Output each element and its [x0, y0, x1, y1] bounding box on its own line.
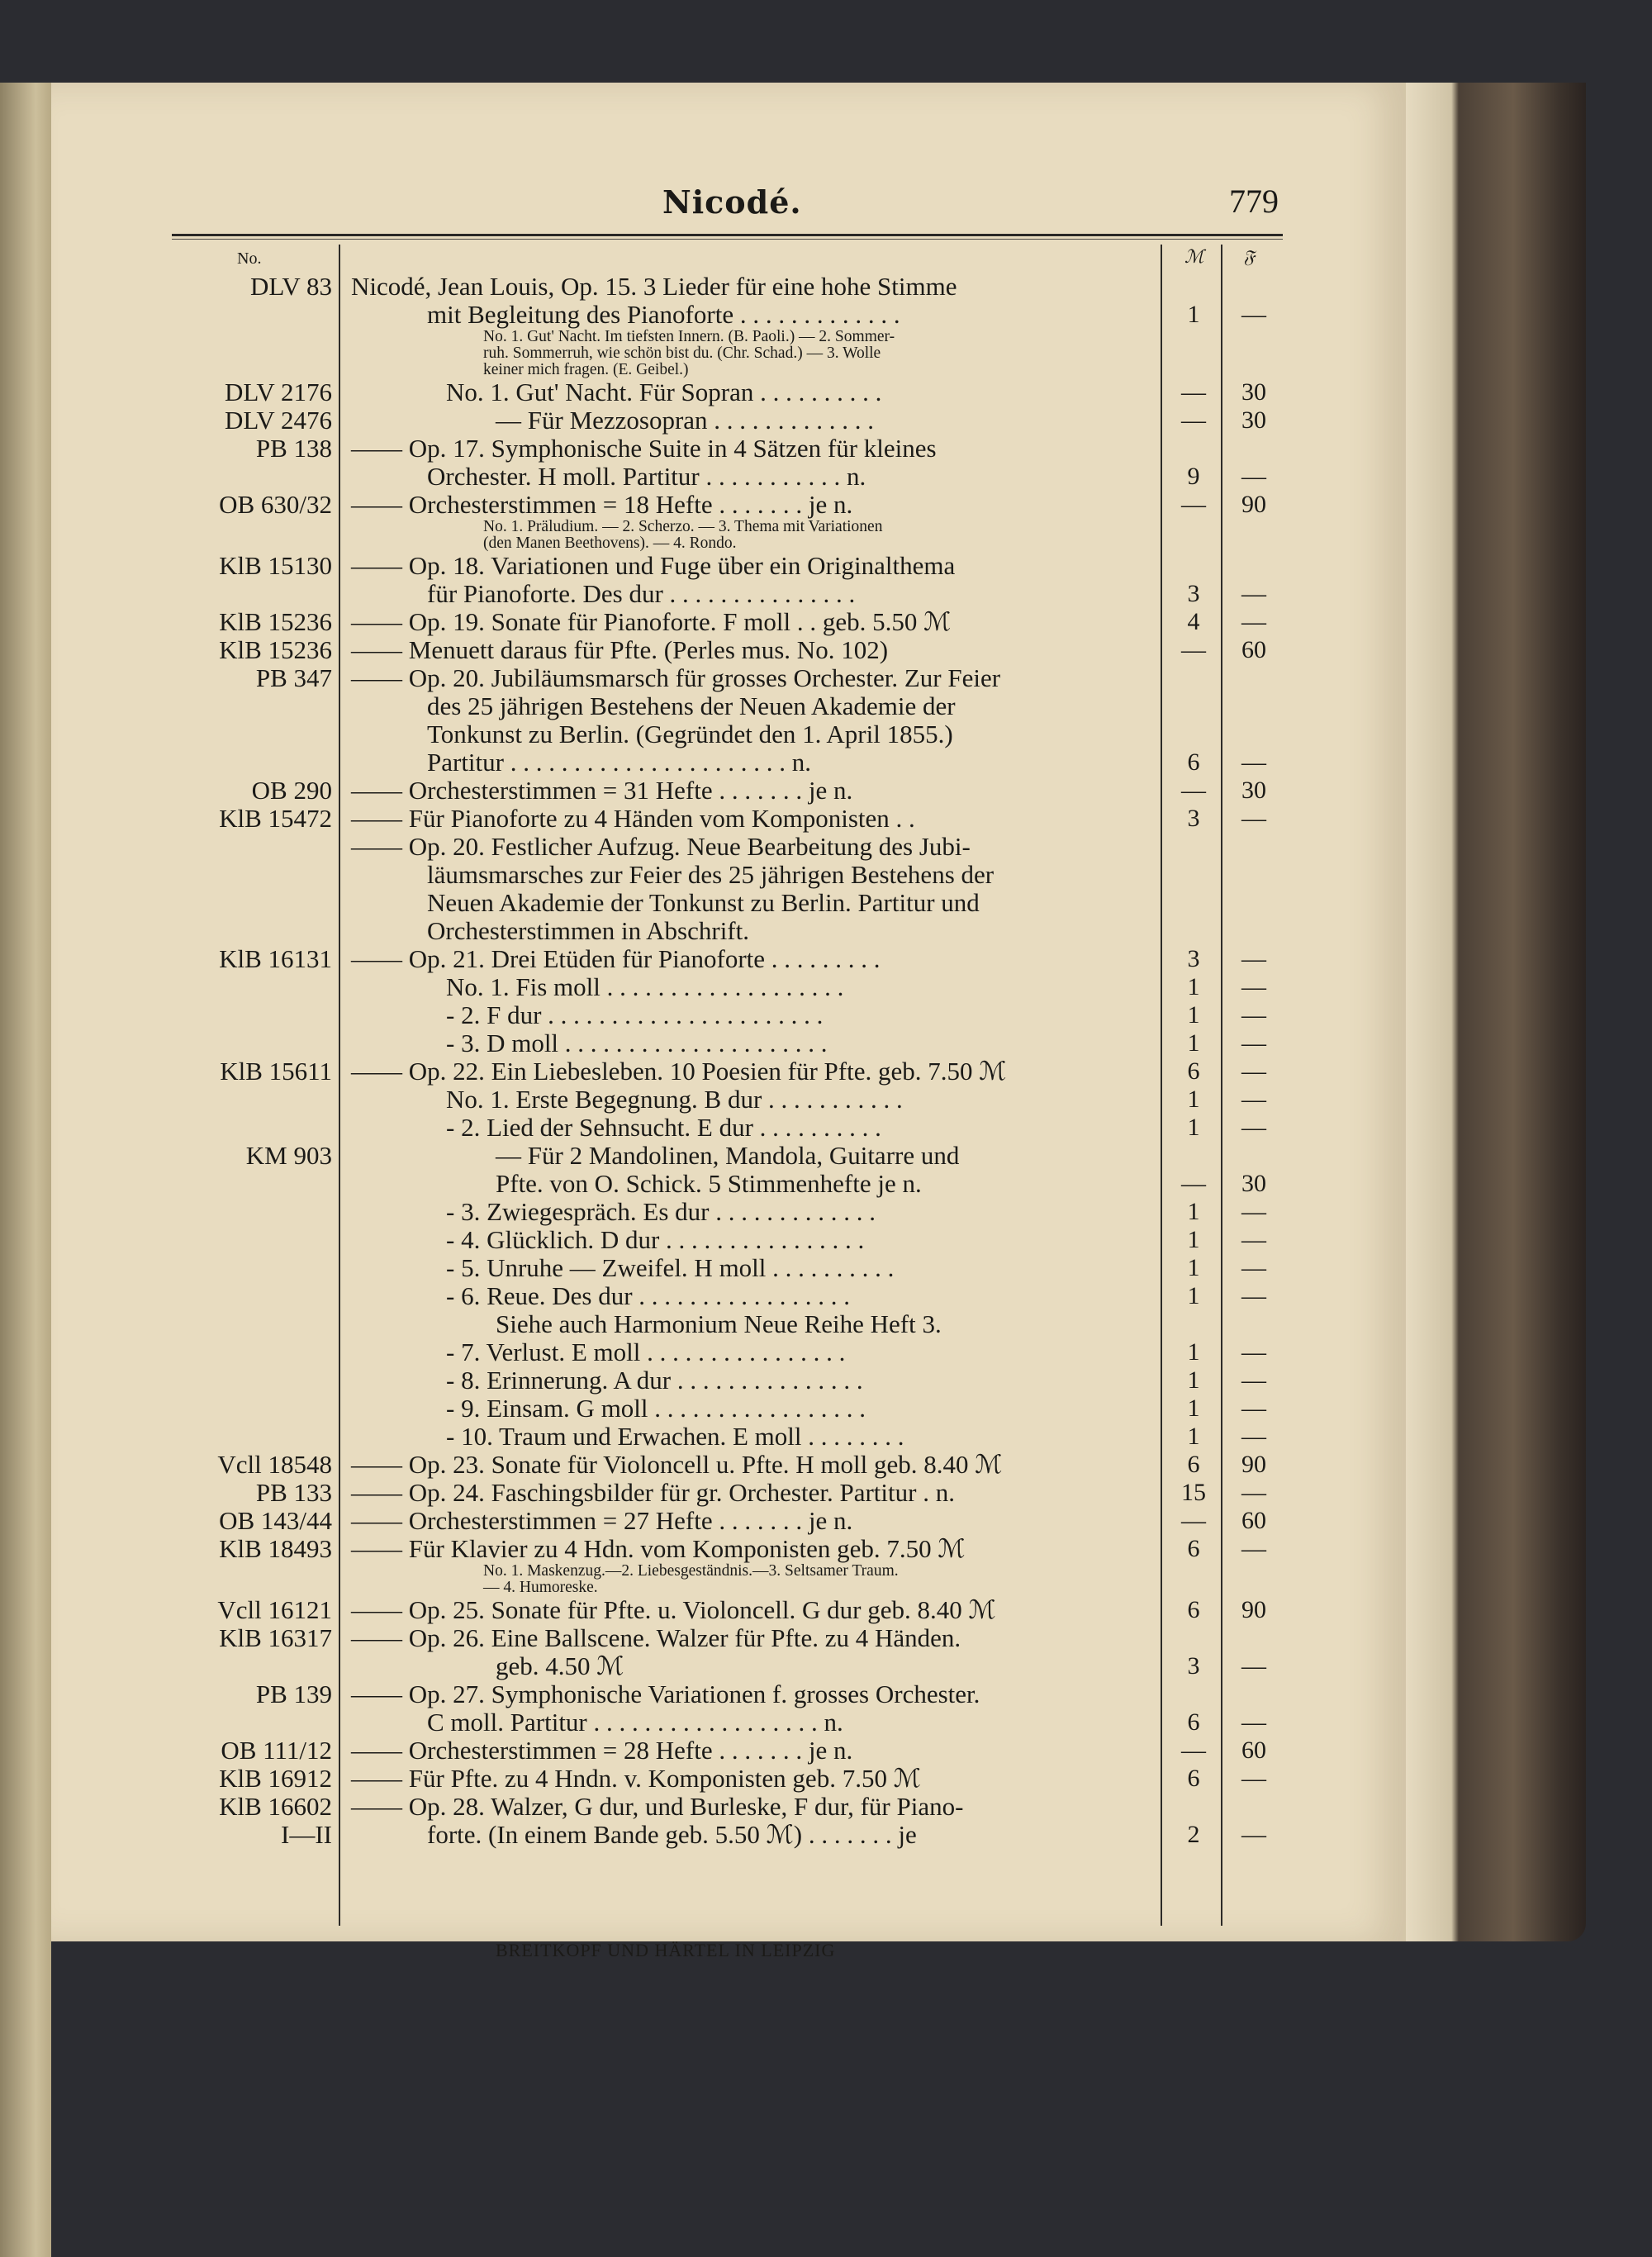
entry-text: geb. 4.50 ℳ	[496, 1651, 624, 1680]
entry-text: Nicodé, Jean Louis, Op. 15. 3 Lieder für eine hohe Stimme	[351, 272, 957, 301]
entry-text: —— Für Klavier zu 4 Hdn. vom Komponisten geb. 7.50 ℳ	[351, 1534, 966, 1563]
catalog-number: OB 290	[251, 776, 332, 805]
catalog-number: KlB 15236	[219, 607, 332, 636]
catalog-number: Vcll 16121	[217, 1595, 332, 1624]
price-mark: —	[1181, 1737, 1206, 1764]
entry-text: mit Begleitung des Pianoforte . . . . . . . . . . . . .	[427, 300, 900, 329]
price-mark: 4	[1187, 608, 1200, 635]
entry-text: - 2. Lied der Sehnsucht. E dur . . . . . . . . . .	[446, 1113, 881, 1142]
price-pfennig: 30	[1241, 1170, 1266, 1197]
entry-text: —— Für Pfte. zu 4 Hndn. v. Komponisten geb. 7.50 ℳ	[351, 1764, 921, 1793]
entry-text: —— Op. 17. Symphonische Suite in 4 Sätzen für kleines	[351, 434, 937, 463]
entry-text: - 2. F dur . . . . . . . . . . . . . . . . . . . . . .	[446, 1000, 824, 1029]
entry-text: —— Op. 20. Jubiläumsmarsch für grosses Orchester. Zur Feier	[351, 663, 1001, 692]
price-pfennig: —	[1241, 1057, 1266, 1085]
price-pfennig: —	[1241, 580, 1266, 607]
page-header-title: Nicodé.	[662, 183, 802, 221]
price-pfennig: 30	[1241, 406, 1266, 434]
entry-text: - 4. Glücklich. D dur . . . . . . . . . . . . . . . .	[446, 1225, 865, 1254]
price-mark: 6	[1187, 1765, 1200, 1792]
price-mark: 3	[1187, 945, 1200, 972]
publisher-footer: BREITKOPF UND HÄRTEL IN LEIPZIG	[496, 1940, 836, 1960]
price-mark: 6	[1187, 1596, 1200, 1623]
catalog-number: DLV 2476	[224, 406, 332, 435]
price-mark: 1	[1187, 1226, 1200, 1253]
price-mark: 3	[1187, 805, 1200, 832]
entry-text: - 3. Zwiegespräch. Es dur . . . . . . . . . . . . .	[446, 1197, 876, 1226]
entry-text: No. 1. Präludium. — 2. Scherzo. — 3. Thema mit Variationen	[483, 518, 883, 535]
catalog-number: DLV 83	[249, 272, 332, 301]
price-mark: 2	[1187, 1821, 1200, 1848]
price-mark: —	[1181, 1507, 1206, 1534]
price-pfennig: 90	[1241, 1596, 1266, 1623]
entry-text: - 10. Traum und Erwachen. E moll . . . . . . . .	[446, 1422, 904, 1451]
entry-text: —— Op. 22. Ein Liebesleben. 10 Poesien für Pfte. geb. 7.50 ℳ	[351, 1057, 1007, 1086]
catalog-number: PB 133	[255, 1478, 332, 1507]
entry-text: forte. (In einem Bande geb. 5.50 ℳ) . . . . . . . je	[427, 1820, 917, 1849]
entry-text: Partitur . . . . . . . . . . . . . . . . . . . . . . n.	[427, 748, 811, 777]
price-mark: 1	[1187, 1366, 1200, 1394]
pfennig-column-divider	[1221, 245, 1222, 1926]
entry-text: —— Op. 24. Faschingsbilder für gr. Orchester. Partitur . n.	[351, 1478, 955, 1507]
price-pfennig: —	[1241, 1535, 1266, 1562]
price-pfennig: —	[1241, 1114, 1266, 1141]
entry-text: —— Orchesterstimmen = 27 Hefte . . . . . . . je n.	[351, 1506, 853, 1535]
price-pfennig: —	[1241, 1086, 1266, 1113]
entry-text: No. 1. Fis moll . . . . . . . . . . . . . . . . . . .	[446, 972, 844, 1001]
price-pfennig: 60	[1241, 1737, 1266, 1764]
entry-text: — Für 2 Mandolinen, Mandola, Guitarre und	[496, 1141, 960, 1170]
price-pfennig: —	[1241, 805, 1266, 832]
catalog-number: KlB 18493	[219, 1534, 332, 1563]
entry-text: Neuen Akademie der Tonkunst zu Berlin. Partitur und	[427, 888, 980, 917]
entry-text: - 6. Reue. Des dur . . . . . . . . . . . . . . . . .	[446, 1281, 851, 1310]
price-mark: 1	[1187, 1086, 1200, 1113]
catalog-number: PB 347	[255, 663, 332, 692]
price-mark: 6	[1187, 748, 1200, 776]
entry-text: Orchester. H moll. Partitur . . . . . . . . . . . n.	[427, 462, 866, 491]
price-pfennig: —	[1241, 1708, 1266, 1736]
price-mark: 1	[1187, 301, 1200, 328]
catalog-number: KlB 15236	[219, 635, 332, 664]
catalog-number: KlB 15130	[219, 551, 332, 580]
price-mark: 3	[1187, 1652, 1200, 1680]
catalog-number: OB 111/12	[221, 1736, 332, 1765]
catalog-number: KlB 16602	[219, 1792, 332, 1821]
price-mark: 1	[1187, 973, 1200, 1000]
entry-text: —— Op. 25. Sonate für Pfte. u. Violoncell. G dur geb. 8.40 ℳ	[351, 1595, 996, 1624]
entry-text: läumsmarsches zur Feier des 25 jährigen Bestehens der	[427, 860, 995, 889]
book-spine	[1404, 83, 1586, 1941]
catalog-number: Vcll 18548	[217, 1450, 332, 1479]
entry-text: Siehe auch Harmonium Neue Reihe Heft 3.	[496, 1309, 942, 1338]
entry-text: —— Op. 26. Eine Ballscene. Walzer für Pfte. zu 4 Händen.	[351, 1623, 961, 1652]
price-pfennig: —	[1241, 1821, 1266, 1848]
entry-text: für Pianoforte. Des dur . . . . . . . . . . . . . . .	[427, 579, 856, 608]
page-number: 779	[1229, 183, 1279, 220]
price-pfennig: 60	[1241, 636, 1266, 663]
price-mark: —	[1181, 378, 1206, 406]
entry-text: —— Op. 27. Symphonische Variationen f. grosses Orchester.	[351, 1680, 980, 1708]
price-mark: 6	[1187, 1057, 1200, 1085]
price-pfennig: 30	[1241, 777, 1266, 804]
catalog-number: OB 143/44	[219, 1506, 332, 1535]
price-pfennig: —	[1241, 1366, 1266, 1394]
entry-text: (den Manen Beethovens). — 4. Rondo.	[483, 535, 737, 552]
price-pfennig: —	[1241, 1423, 1266, 1450]
price-mark: 1	[1187, 1254, 1200, 1281]
price-pfennig: —	[1241, 1282, 1266, 1309]
catalog-number: KM 903	[245, 1141, 332, 1170]
entry-text: - 8. Erinnerung. A dur . . . . . . . . . . . . . . .	[446, 1366, 863, 1395]
entry-text: —— Für Pianoforte zu 4 Händen vom Komponisten . .	[351, 804, 915, 833]
price-pfennig: —	[1241, 1652, 1266, 1680]
price-pfennig: —	[1241, 1001, 1266, 1029]
entry-text: ruh. Sommerruh, wie schön bist du. (Chr. Schad.) — 3. Wolle	[483, 344, 881, 362]
price-pfennig: —	[1241, 463, 1266, 490]
price-mark: 6	[1187, 1451, 1200, 1478]
entry-text: —— Op. 19. Sonate für Pianoforte. F moll . . geb. 5.50 ℳ	[351, 607, 952, 636]
entry-text: —— Orchesterstimmen = 18 Hefte . . . . . . . je n.	[351, 490, 853, 519]
price-mark: —	[1181, 491, 1206, 518]
entry-text: - 7. Verlust. E moll . . . . . . . . . . . . . . . .	[446, 1338, 846, 1366]
catalog-number: PB 138	[255, 434, 332, 463]
catalog-number: KlB 16131	[219, 944, 332, 973]
entry-text: —— Menuett daraus für Pfte. (Perles mus. No. 102)	[351, 635, 889, 664]
price-mark: 1	[1187, 1282, 1200, 1309]
price-pfennig: —	[1241, 945, 1266, 972]
price-mark: 1	[1187, 1395, 1200, 1422]
header-rule	[172, 234, 1283, 236]
header-rule-thin	[172, 239, 1283, 240]
entry-text: —— Op. 20. Festlicher Aufzug. Neue Bearbeitung des Jubi-	[351, 832, 971, 861]
entry-text: des 25 jährigen Bestehens der Neuen Akademie der	[427, 691, 956, 720]
price-pfennig: —	[1241, 301, 1266, 328]
catalog-number: I—II	[281, 1820, 332, 1849]
entry-text: keiner mich fragen. (E. Geibel.)	[483, 361, 689, 378]
entry-text: — 4. Humoreske.	[483, 1579, 598, 1596]
price-mark: 1	[1187, 1001, 1200, 1029]
entry-text: C moll. Partitur . . . . . . . . . . . . . . . . . . n.	[427, 1708, 843, 1737]
price-mark: 1	[1187, 1114, 1200, 1141]
catalog-column-divider	[339, 245, 340, 1926]
entry-text: No. 1. Erste Begegnung. B dur . . . . . . . . . . .	[446, 1085, 903, 1114]
entry-text: —— Op. 23. Sonate für Violoncell u. Pfte. H moll geb. 8.40 ℳ	[351, 1450, 1003, 1479]
column-label-no: No.	[237, 249, 262, 268]
price-pfennig: 90	[1241, 1451, 1266, 1478]
entry-text: Tonkunst zu Berlin. (Gegründet den 1. April 1855.)	[427, 720, 953, 748]
price-mark: —	[1181, 406, 1206, 434]
entry-text: Pfte. von O. Schick. 5 Stimmenhefte je n.	[496, 1169, 922, 1198]
entry-text: No. 1. Maskenzug.—2. Liebesgeständnis.—3. Seltsamer Traum.	[483, 1562, 899, 1580]
price-mark: 1	[1187, 1198, 1200, 1225]
price-mark: —	[1181, 636, 1206, 663]
entry-text: —— Op. 21. Drei Etüden für Pianoforte . . . . . . . . .	[351, 944, 881, 973]
catalog-number: KlB 15472	[219, 804, 332, 833]
price-pfennig: 30	[1241, 378, 1266, 406]
price-mark: 6	[1187, 1708, 1200, 1736]
price-mark: 15	[1181, 1479, 1206, 1506]
price-mark: 9	[1187, 463, 1200, 490]
entry-text: - 9. Einsam. G moll . . . . . . . . . . . . . . . . .	[446, 1394, 866, 1423]
catalog-number: DLV 2176	[224, 378, 332, 406]
catalog-number: PB 139	[255, 1680, 332, 1708]
price-pfennig: —	[1241, 608, 1266, 635]
column-label-pfennig: 𝔉	[1243, 246, 1255, 267]
mark-column-divider	[1161, 245, 1162, 1926]
catalog-number: KlB 15611	[220, 1057, 332, 1086]
entry-text: - 3. D moll . . . . . . . . . . . . . . . . . . . . .	[446, 1029, 828, 1057]
left-page-edge	[0, 83, 51, 2257]
price-mark: —	[1181, 1170, 1206, 1197]
price-pfennig: —	[1241, 1479, 1266, 1506]
catalog-number: KlB 16317	[219, 1623, 332, 1652]
price-pfennig: 60	[1241, 1507, 1266, 1534]
entry-text: - 5. Unruhe — Zweifel. H moll . . . . . . . . . .	[446, 1253, 895, 1282]
entry-text: Orchesterstimmen in Abschrift.	[427, 916, 749, 945]
entry-text: No. 1. Gut' Nacht. Im tiefsten Innern. (B. Paoli.) — 2. Sommer-	[483, 328, 895, 345]
entry-text: —— Op. 18. Variationen und Fuge über ein Originalthema	[351, 551, 956, 580]
price-mark: 6	[1187, 1535, 1200, 1562]
price-pfennig: —	[1241, 973, 1266, 1000]
price-mark: 1	[1187, 1029, 1200, 1057]
entry-text: — Für Mezzosopran . . . . . . . . . . . . .	[496, 406, 875, 435]
entry-text: —— Op. 28. Walzer, G dur, und Burleske, F dur, für Piano-	[351, 1792, 964, 1821]
catalog-number: KlB 16912	[219, 1764, 332, 1793]
price-pfennig: 90	[1241, 491, 1266, 518]
price-pfennig: —	[1241, 1226, 1266, 1253]
price-pfennig: —	[1241, 1254, 1266, 1281]
price-mark: —	[1181, 777, 1206, 804]
price-mark: 3	[1187, 580, 1200, 607]
price-pfennig: —	[1241, 748, 1266, 776]
price-pfennig: —	[1241, 1338, 1266, 1366]
price-pfennig: —	[1241, 1198, 1266, 1225]
catalog-number: OB 630/32	[219, 490, 332, 519]
entry-text: —— Orchesterstimmen = 31 Hefte . . . . . . . je n.	[351, 776, 853, 805]
price-mark: 1	[1187, 1338, 1200, 1366]
price-pfennig: —	[1241, 1029, 1266, 1057]
entry-text: No. 1. Gut' Nacht. Für Sopran . . . . . . . . . .	[446, 378, 882, 406]
column-label-mark: ℳ	[1184, 246, 1204, 267]
price-pfennig: —	[1241, 1765, 1266, 1792]
price-mark: 1	[1187, 1423, 1200, 1450]
entry-text: —— Orchesterstimmen = 28 Hefte . . . . . . . je n.	[351, 1736, 853, 1765]
price-pfennig: —	[1241, 1395, 1266, 1422]
